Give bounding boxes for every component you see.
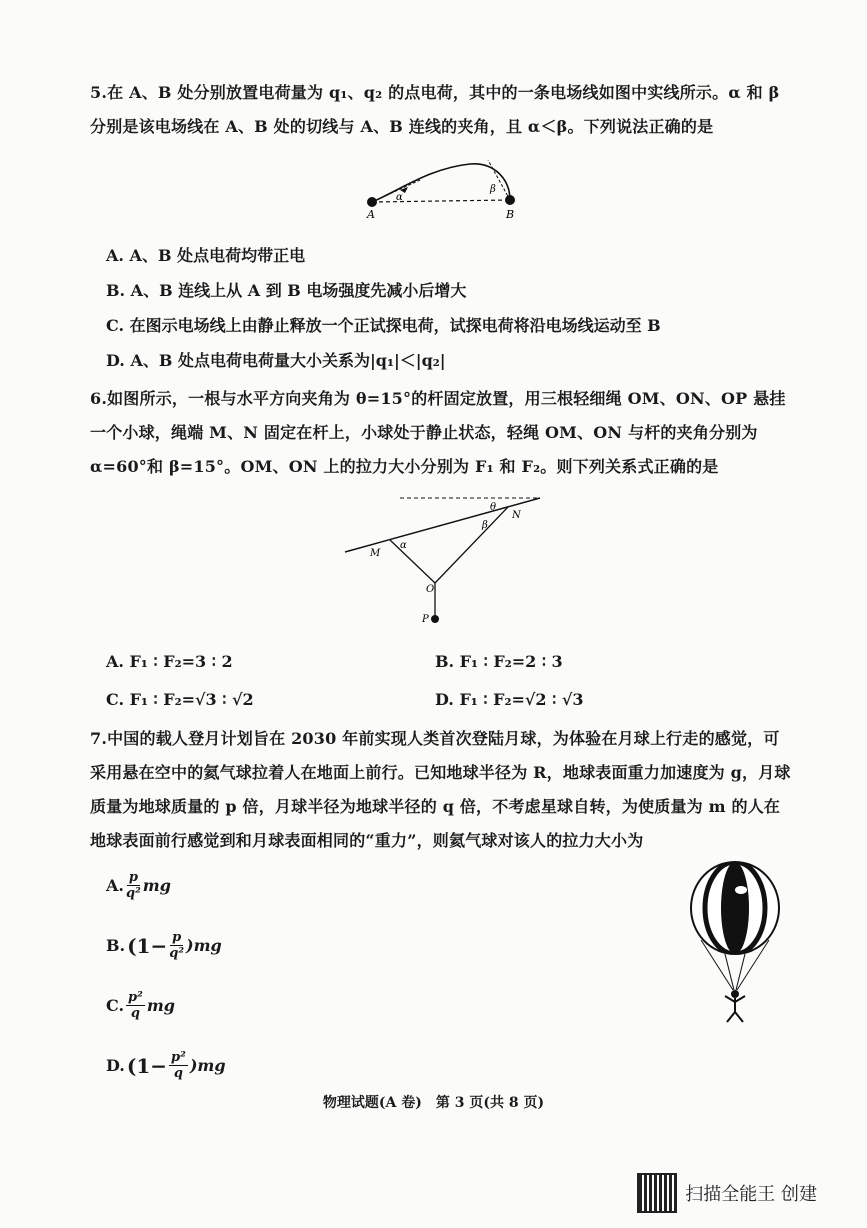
ab-line xyxy=(372,200,510,202)
ball xyxy=(431,615,439,623)
fraction xyxy=(169,1050,188,1081)
fraction xyxy=(126,990,145,1021)
q7-option-d xyxy=(106,1050,226,1081)
rope-om xyxy=(390,540,435,583)
denominator: q xyxy=(173,1066,183,1081)
label-alpha: α xyxy=(396,192,403,203)
label-beta: β xyxy=(490,184,496,195)
charge-b xyxy=(505,195,515,205)
suffix: mg xyxy=(142,875,171,895)
q7-stem: 7.中国的载人登月计划旨在 2030 年前实现人类首次登陆月球，为体验在月球上行走的感觉，可采用悬在空中的氦气球拉着人在地面上前行。已知地球半径为 R，地球表面重力加速度为 g，月球质量为地球质量的 p 倍，月球半径为地球半径的 q 倍，不考虑星球自转，为使质量为 m 的人在地球表面前行感觉到和月球表面相同的“重力”，则氦气球对该人的拉力大小为 xyxy=(90,729,791,850)
denominator: q² xyxy=(125,886,141,901)
numerator: p² xyxy=(171,1050,186,1065)
q5-option-a: A. A、B 处点电荷均带正电 xyxy=(106,246,306,265)
option-letter: A. xyxy=(106,875,124,895)
qr-code-icon xyxy=(637,1173,677,1213)
fraction xyxy=(126,870,141,901)
label-theta: θ xyxy=(490,502,497,513)
q6-option-d: D. F₁ ∶ F₂=√2 ∶ √3 xyxy=(435,690,584,709)
scanner-watermark xyxy=(637,1173,817,1213)
option-letter: C. xyxy=(106,995,125,1015)
rod xyxy=(345,498,540,552)
q6-stem: 6.如图所示，一根与水平方向夹角为 θ=15°的杆固定放置，用三根轻细绳 OM、ON、OP 悬挂一个小球，绳端 M、N 固定在杆上，小球处于静止状态，轻绳 OM、ON 与杆的夹角分别为 α=60°和 β=15°。OM、ON 上的拉力大小分别为 F₁ 和 F₂。则下列关系式正确的是 xyxy=(90,389,786,476)
q5-option-d: D. A、B 处点电荷电荷量大小关系为|q₁|＜|q₂| xyxy=(106,351,446,370)
denominator: q xyxy=(130,1006,140,1021)
q6-option-b: B. F₁ ∶ F₂=2 ∶ 3 xyxy=(435,652,563,671)
label-b: B xyxy=(506,208,515,220)
denominator: q² xyxy=(169,946,185,961)
numerator: p xyxy=(128,870,138,885)
numerator: p xyxy=(172,930,182,945)
q6-rope-figure xyxy=(340,488,550,628)
label-alpha: α xyxy=(400,540,407,551)
q5-stem: 5.在 A、B 处分别放置电荷量为 q₁、q₂ 的点电荷，其中的一条电场线如图中实线所示。α 和 β 分别是该电场线在 A、B 处的切线与 A、B 连线的夹角，且 α＜β。下列说法正确的是 xyxy=(90,83,780,136)
balloon-illustration xyxy=(685,860,785,1030)
open-paren: (1− xyxy=(126,1053,168,1078)
close-paren: )mg xyxy=(186,935,222,955)
page-footer: 物理试题(A 卷) 第 3 页(共 8 页) xyxy=(322,1095,545,1111)
label-o: O xyxy=(426,584,435,595)
rope-on xyxy=(435,507,508,583)
q5-field-line-figure xyxy=(360,150,530,220)
q7-option-a xyxy=(106,870,171,901)
q5-option-b: B. A、B 连线上从 A 到 B 电场强度先减小后增大 xyxy=(106,281,467,300)
label-m: M xyxy=(370,548,381,559)
q7-option-c xyxy=(106,990,175,1021)
scanner-text: 扫描全能王 创建 xyxy=(685,1184,817,1205)
q5-option-c: C. 在图示电场线上由静止释放一个正试探电荷，试探电荷将沿电场线运动至 B xyxy=(106,316,661,335)
q7-option-b xyxy=(106,930,222,961)
charge-a xyxy=(367,197,377,207)
suffix: mg xyxy=(146,995,175,1015)
label-p: P xyxy=(422,614,429,625)
close-paren: )mg xyxy=(189,1055,226,1075)
label-beta: β xyxy=(482,520,488,531)
open-paren: (1− xyxy=(127,933,168,958)
option-letter: B. xyxy=(106,935,126,955)
q6-option-a: A. F₁ ∶ F₂=3 ∶ 2 xyxy=(106,652,233,671)
field-line xyxy=(372,164,510,202)
fraction xyxy=(169,930,184,961)
q6-option-c: C. F₁ ∶ F₂=√3 ∶ √2 xyxy=(106,690,254,709)
label-a: A xyxy=(367,208,375,220)
label-n: N xyxy=(512,510,521,521)
numerator: p² xyxy=(128,990,143,1005)
option-letter: D. xyxy=(106,1055,125,1075)
